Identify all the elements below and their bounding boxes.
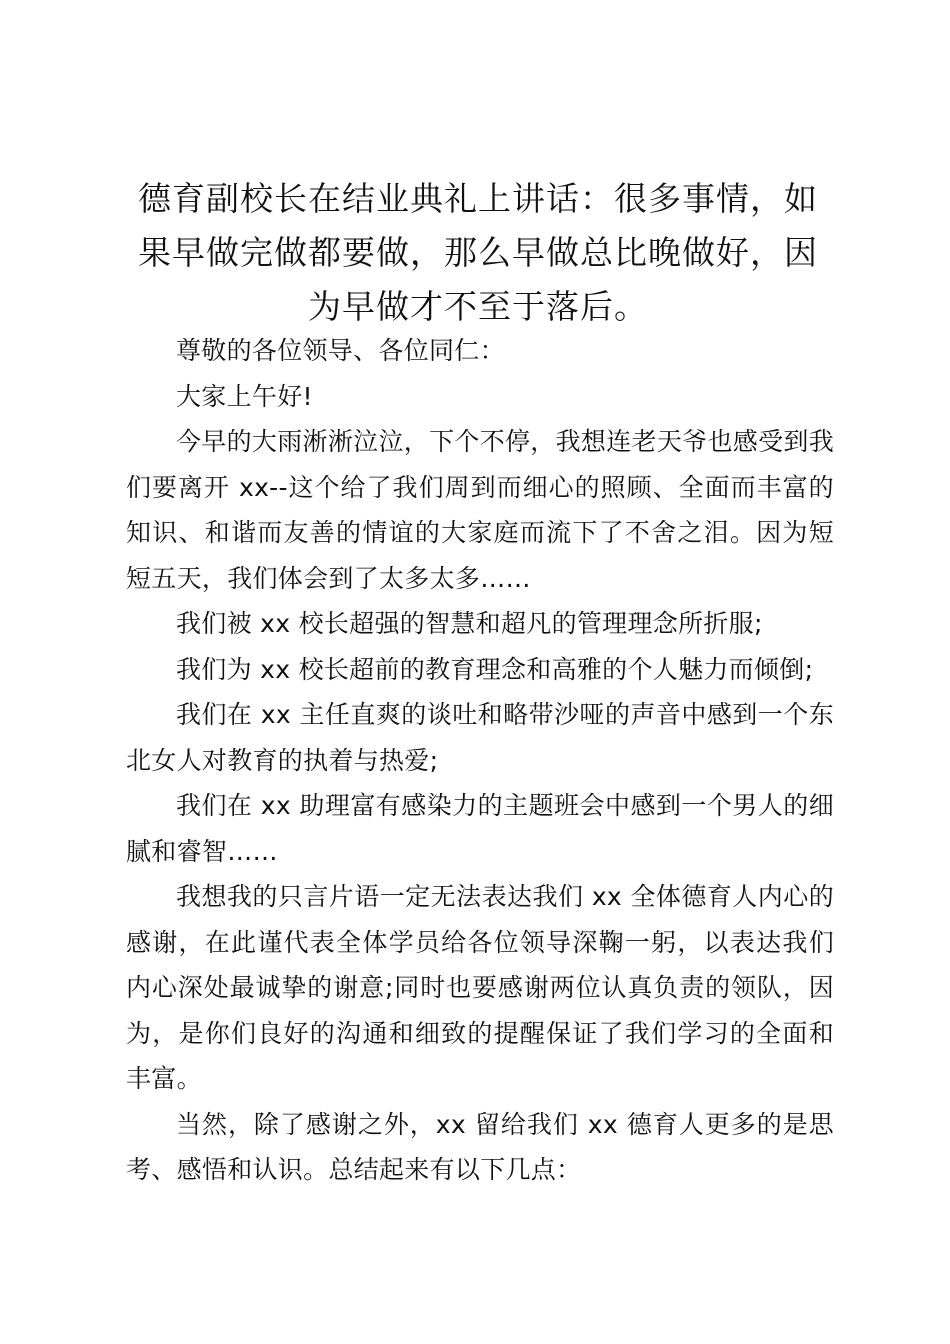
body-paragraph: 我们为 xx 校长超前的教育理念和高雅的个人魅力而倾倒; — [176, 654, 814, 684]
greeting-paragraph: 大家上午好! — [176, 381, 313, 411]
salutation-paragraph: 尊敬的各位领导、各位同仁： — [176, 336, 505, 365]
body-paragraph: 我想我的只言片语一定无法表达我们 xx 全体德育人内心的感谢，在此谨代表全体学员给各位领导深鞠一躬，以表达我们内心深处最诚挚的谢意;同时也要感谢两位认真负责的领队，因为，是你们良好的沟通和细致的提醒保证了我们学习的全面和丰富。 — [126, 882, 834, 1093]
body-paragraph: 当然，除了感谢之外，xx 留给我们 xx 德育人更多的是思考、感悟和认识。总结起来有以下几点： — [126, 1109, 834, 1184]
body-paragraph: 我们被 xx 校长超强的智慧和超凡的管理理念所折服; — [176, 609, 763, 638]
body-paragraph: 今早的大雨淅淅泣泣，下个不停，我想连老天爷也感受到我们要离开 xx--这个给了我们周到而细心的照顾、全面而丰富的知识、和谐而友善的情谊的大家庭而流下了不舍之泪。因为短短五天，我们体会到了太多太多…… — [126, 427, 834, 593]
body-paragraph: 我们在 xx 助理富有感染力的主题班会中感到一个男人的细腻和睿智…… — [126, 791, 834, 866]
document-body — [126, 328, 834, 1193]
body-paragraph: 我们在 xx 主任直爽的谈吐和略带沙哑的声音中感到一个东北女人对教育的执着与热爱; — [126, 700, 834, 775]
document-title: 德育副校长在结业典礼上讲话：很多事情，如果早做完做都要做，那么早做总比晚做好，因为早做才不至于落后。 — [138, 179, 818, 326]
